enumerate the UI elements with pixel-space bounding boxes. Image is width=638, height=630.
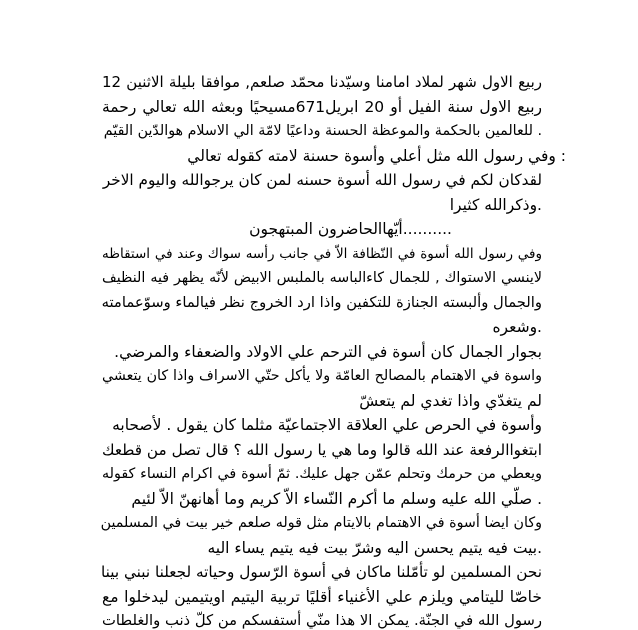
text-line: والجمال وألبسته الجنازة للتكفين واذا ارد الخروج نظر فيالماء وسوّعمامته: [101, 293, 542, 311]
article-body: [100, 70, 566, 630]
text-line: واسوة في الاهتمام بالمصالح العامّة ولا يأكل حتّي الاسراف واذا كان يتعشي: [102, 368, 542, 384]
text-line: لم يتغدّي واذا تغدي لم يتعشّ: [359, 391, 542, 410]
text-line: ربيع الاول سنة الفيل أو 20 ابريل671مسيحيًا وبعثه الله تعالي رحمة: [102, 97, 543, 116]
text-line: لاينسي الاستواك , للجمال كاءالباسه بالملبس الابيض لأنّه يظهر فيه النظيف: [102, 270, 542, 286]
text-line: .وذكرالله كثيرا: [449, 195, 542, 214]
text-line: ..........أيّهاالحاضرون المبتهجون: [249, 220, 452, 238]
text-line: رسول الله في الجنّة. يمكن الا هذا منّي أستفسكم من كلّ ذنب والغلطات: [102, 612, 542, 629]
text-line: وفي رسول الله أسوة في النّظافة الاّ في جانب رأسه سواك وعند في استقاظه: [102, 245, 542, 262]
text-line: لقدكان لكم في رسول الله أسوة حسنه لمن كان يرجوالله واليوم الاخر: [102, 171, 542, 189]
text-line: وكان ايضا أسوة في الاهتمام بالايتام مثل قوله صلعم خير بيت في المسلمين: [100, 515, 542, 531]
text-line: ابتغواالرفعة عند الله قالوا وما هي يا رسول الله ؟ قال تصل من قطعك: [102, 440, 542, 459]
text-line: بجوار الجمال كان أسوة في الترحم علي الاولاد والضعفاء والمرضي.: [114, 342, 542, 361]
text-line: .بيت فيه يتيم يحسن اليه وشرّ بيت فيه يتيم يساء اليه: [207, 538, 542, 557]
text-line: ربيع الاول شهر لملاد امامنا وسيّدنا محمّد صلعم, موافقا بليلة الاثنين 12: [102, 73, 542, 91]
text-line: خاصّا لليتامي ويلزم علي الأغنياء أقليًا تربية اليتيم اويتيمين ليدخلوا مع: [102, 587, 542, 606]
text-line: : وفي رسول الله مثل أعلي وأسوة حسنة لامته كقوله تعالي: [187, 146, 566, 165]
text-line: . صلّي الله عليه وسلم ما أكرم النّساء الاّ كريم وما أهانهنّ الاّ لئيم: [131, 489, 542, 508]
text-line: نحن المسلمين لو تأمّلنا ماكان في أسوة الرّسول وحياته لجعلنا نبني بينا: [101, 563, 542, 581]
text-line: . للعالمين بالحكمة والموعظة الحسنة وداعيًا لامّة الي الاسلام هوالدّين القيّم: [103, 123, 542, 139]
text-line: وأسوة في الحرص علي العلاقة الاجتماعيّة مثلما كان يقول . لأصحابه: [112, 416, 542, 434]
text-line: ويعطي من حرمك وتحلم عمّن جهل عليك. ثمّ أسوة في اكرام النساء كقوله: [102, 466, 542, 482]
text-line: .وشعره: [492, 318, 542, 336]
